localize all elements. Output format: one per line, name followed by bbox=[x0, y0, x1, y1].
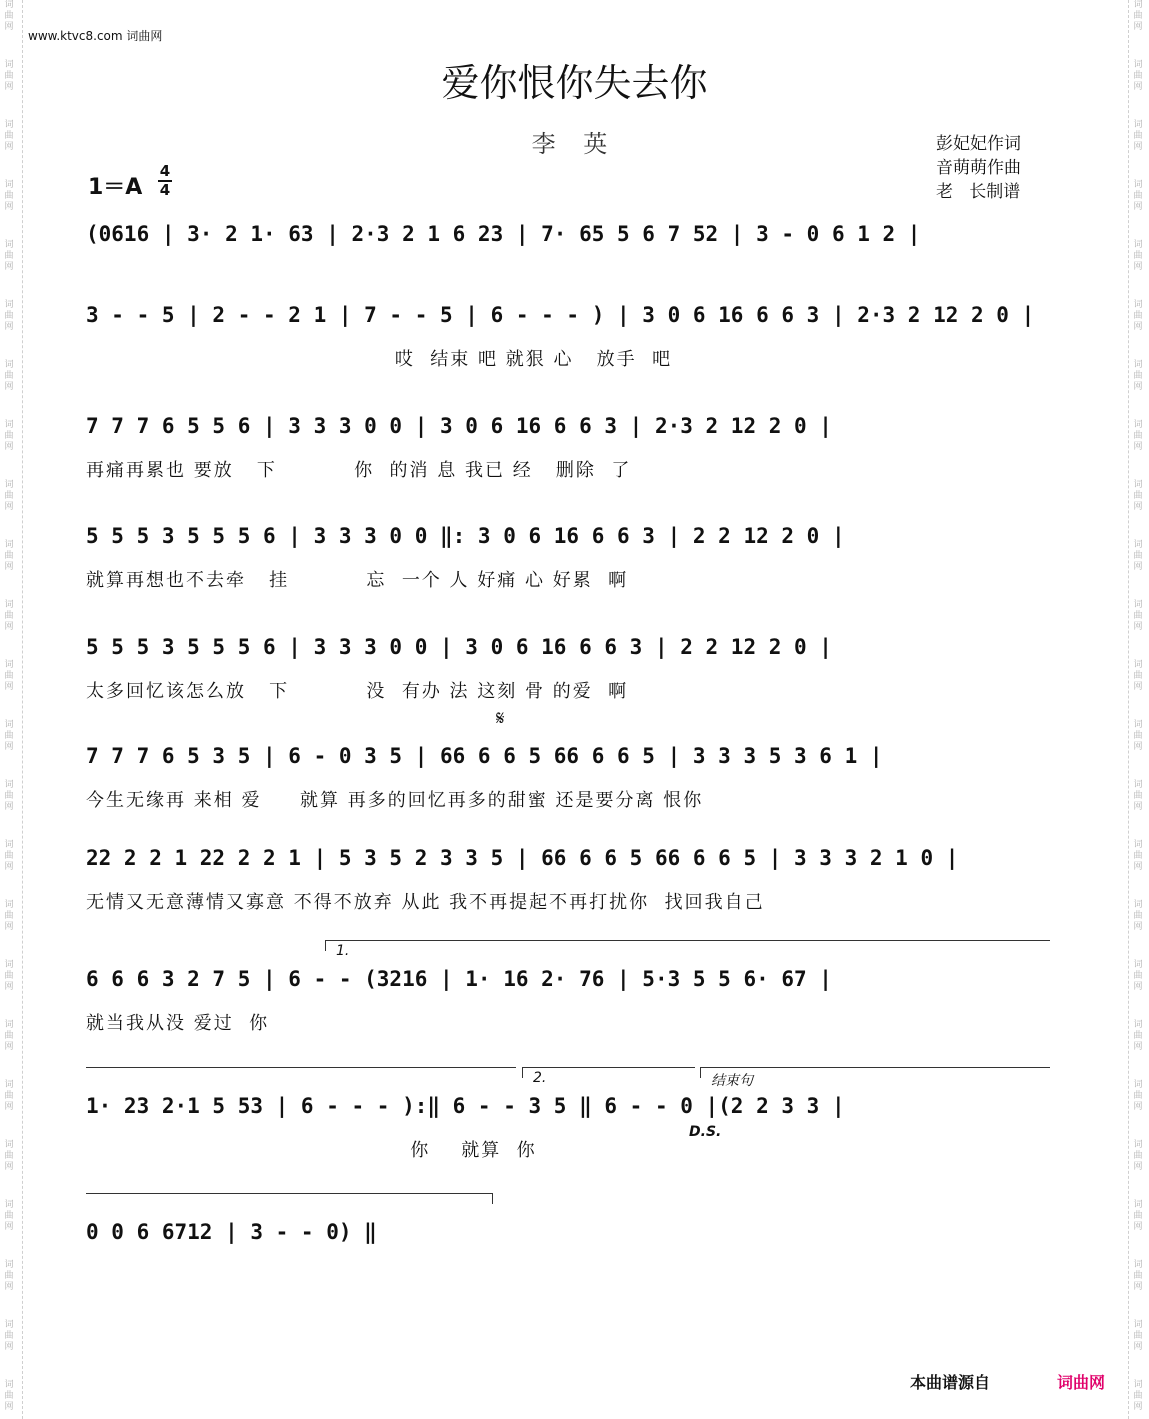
side-watermark-text: 词 曲 网 bbox=[1133, 1200, 1143, 1232]
coda-label: 结束句 bbox=[711, 1073, 753, 1089]
side-watermark-text: 词 曲 网 bbox=[1133, 540, 1143, 572]
time-signature bbox=[158, 164, 172, 198]
key-signature: 1＝A bbox=[88, 175, 143, 200]
side-watermark-text: 词 曲 网 bbox=[4, 480, 14, 512]
notation-line: 1· 23 2·1 5 53 | 6 - - - ):‖ 6 - - 3 5 ‖ 6 - - 0 |(2 2 3 3 | bbox=[86, 1094, 845, 1118]
lyrics-line: 就当我从没 爱过 你 bbox=[86, 1013, 270, 1034]
side-watermark-text: 词 曲 网 bbox=[1133, 1080, 1143, 1112]
second-ending-label: 2. bbox=[533, 1070, 547, 1086]
lyrics-line: 再痛再累也 要放 下 你 的消 息 我已 经 删除 了 bbox=[86, 460, 632, 481]
side-watermark-text: 词 曲 网 bbox=[4, 1080, 14, 1112]
song-title: 爱你恨你失去你 bbox=[441, 61, 708, 105]
side-watermark-text: 词 曲 网 bbox=[1133, 180, 1143, 212]
notation-line: 5 5 5 3 5 5 5 6 | 3 3 3 0 0 ‖: 3 0 6 16 6 6 3 | 2 2 12 2 0 | bbox=[86, 524, 845, 548]
side-watermark-text: 词 曲 网 bbox=[1133, 240, 1143, 272]
composer-credit: 音萌萌作曲 bbox=[936, 158, 1021, 178]
side-watermark-text: 词 曲 网 bbox=[1133, 660, 1143, 692]
footer-source-text: 本曲谱源自 bbox=[910, 1373, 991, 1392]
first-ending-bracket bbox=[325, 940, 1050, 959]
side-watermark-text: 词 曲 网 bbox=[1133, 900, 1143, 932]
notation-line: 0 0 6 6712 | 3 - - 0) ‖ bbox=[86, 1220, 377, 1244]
side-watermark-text: 词 曲 网 bbox=[1133, 1320, 1143, 1352]
side-watermark-text: 词 曲 网 bbox=[1133, 360, 1143, 392]
side-watermark-text: 词 曲 网 bbox=[1133, 1020, 1143, 1052]
coda-bracket bbox=[700, 1067, 1050, 1089]
side-watermark-text: 词 曲 网 bbox=[1133, 0, 1143, 32]
site-url: www.ktvc8.com 词曲网 bbox=[28, 29, 163, 43]
singer-name: 李 英 bbox=[531, 130, 618, 158]
side-watermark-text: 词 曲 网 bbox=[1133, 120, 1143, 152]
time-denominator: 4 bbox=[159, 181, 171, 199]
side-watermark-text: 词 曲 网 bbox=[1133, 1380, 1143, 1412]
side-watermark-text: 词 曲 网 bbox=[4, 1200, 14, 1232]
right-watermark-strip bbox=[1128, 0, 1149, 1419]
notation-line: 5 5 5 3 5 5 5 6 | 3 3 3 0 0 | 3 0 6 16 6 6 3 | 2 2 12 2 0 | bbox=[86, 635, 832, 659]
side-watermark-text: 词 曲 网 bbox=[4, 1260, 14, 1292]
side-watermark-text: 词 曲 网 bbox=[4, 60, 14, 92]
side-watermark-text: 词 曲 网 bbox=[1133, 300, 1143, 332]
notation-line: 7 7 7 6 5 5 6 | 3 3 3 0 0 | 3 0 6 16 6 6 3 | 2·3 2 12 2 0 | bbox=[86, 414, 832, 438]
side-watermark-text: 词 曲 网 bbox=[4, 1320, 14, 1352]
side-watermark-text: 词 曲 网 bbox=[4, 0, 14, 32]
side-watermark-text: 词 曲 网 bbox=[1133, 1140, 1143, 1172]
left-watermark-strip bbox=[0, 0, 23, 1419]
side-watermark-text: 词 曲 网 bbox=[4, 420, 14, 452]
notation-line: 7 7 7 6 5 3 5 | 6 - 0 3 5 | 66 6 6 5 66 6 6 5 | 3 3 3 5 3 6 1 | bbox=[86, 744, 883, 768]
side-watermark-text: 词 曲 网 bbox=[4, 660, 14, 692]
side-watermark-text: 词 曲 网 bbox=[4, 900, 14, 932]
side-watermark-text: 词 曲 网 bbox=[1133, 600, 1143, 632]
side-watermark-text: 词 曲 网 bbox=[1133, 720, 1143, 752]
side-watermark-text: 词 曲 网 bbox=[4, 960, 14, 992]
notation-line: 22 2 2 1 22 2 2 1 | 5 3 5 2 3 3 5 | 66 6 6 5 66 6 6 5 | 3 3 3 2 1 0 | bbox=[86, 846, 959, 870]
side-watermark-text: 词 曲 网 bbox=[1133, 60, 1143, 92]
side-watermark-text: 词 曲 网 bbox=[4, 1380, 14, 1412]
side-watermark-text: 词 曲 网 bbox=[1133, 780, 1143, 812]
coda-bracket-continued bbox=[86, 1193, 493, 1204]
notation-line: (0616 | 3· 2 1· 63 | 2·3 2 1 6 23 | 7· 65 5 6 7 52 | 3 - 0 6 1 2 | bbox=[86, 222, 921, 246]
side-watermark-text: 词 曲 网 bbox=[4, 780, 14, 812]
side-watermark-text: 词 曲 网 bbox=[4, 240, 14, 272]
lyrics-line: 你 就算 你 bbox=[86, 1140, 537, 1161]
side-watermark-text: 词 曲 网 bbox=[4, 120, 14, 152]
second-ending-bracket bbox=[522, 1067, 695, 1086]
side-watermark-text: 词 曲 网 bbox=[4, 360, 14, 392]
footer-brand[interactable]: 词曲网 bbox=[1057, 1373, 1106, 1392]
side-watermark-text: 词 曲 网 bbox=[4, 300, 14, 332]
side-watermark-text: 词 曲 网 bbox=[4, 540, 14, 572]
notation-line: 6 6 6 3 2 7 5 | 6 - - (3216 | 1· 16 2· 76 | 5·3 5 5 6· 67 | bbox=[86, 967, 832, 991]
lyricist-credit: 彭妃妃作词 bbox=[936, 134, 1021, 154]
first-ending-bracket-continued bbox=[86, 1067, 516, 1078]
lyrics-line: 今生无缘再 来相 爱 就算 再多的回忆再多的甜蜜 还是要分离 恨你 bbox=[86, 790, 704, 811]
ds-mark: D.S. bbox=[689, 1124, 722, 1140]
lyrics-line: 就算再想也不去牵 挂 忘 一个 人 好痛 心 好累 啊 bbox=[86, 570, 629, 591]
side-watermark-text: 词 曲 网 bbox=[1133, 480, 1143, 512]
credits bbox=[936, 132, 1021, 204]
side-watermark-text: 词 曲 网 bbox=[1133, 960, 1143, 992]
lyrics-line: 哎 结束 吧 就狠 心 放手 吧 bbox=[86, 349, 673, 370]
side-watermark-text: 词 曲 网 bbox=[1133, 420, 1143, 452]
side-watermark-text: 词 曲 网 bbox=[1133, 840, 1143, 872]
time-numerator: 4 bbox=[159, 162, 171, 180]
side-watermark-text: 词 曲 网 bbox=[4, 180, 14, 212]
side-watermark-text: 词 曲 网 bbox=[4, 600, 14, 632]
side-watermark-text: 词 曲 网 bbox=[1133, 1260, 1143, 1292]
side-watermark-text: 词 曲 网 bbox=[4, 1140, 14, 1172]
transcriber-credit: 老 长制谱 bbox=[936, 182, 1021, 202]
lyrics-line: 太多回忆该怎么放 下 没 有办 法 这刻 骨 的爱 啊 bbox=[86, 681, 629, 702]
lyrics-line: 无情又无意薄情又寡意 不得不放弃 从此 我不再提起不再打扰你 找回我自己 bbox=[86, 892, 765, 913]
side-watermark-text: 词 曲 网 bbox=[4, 1020, 14, 1052]
first-ending-label: 1. bbox=[336, 943, 350, 959]
notation-line: 3 - - 5 | 2 - - 2 1 | 7 - - 5 | 6 - - - ) | 3 0 6 16 6 6 3 | 2·3 2 12 2 0 | bbox=[86, 303, 1035, 327]
side-watermark-text: 词 曲 网 bbox=[4, 720, 14, 752]
segno-mark: 𝄋 bbox=[496, 706, 505, 730]
side-watermark-text: 词 曲 网 bbox=[4, 840, 14, 872]
